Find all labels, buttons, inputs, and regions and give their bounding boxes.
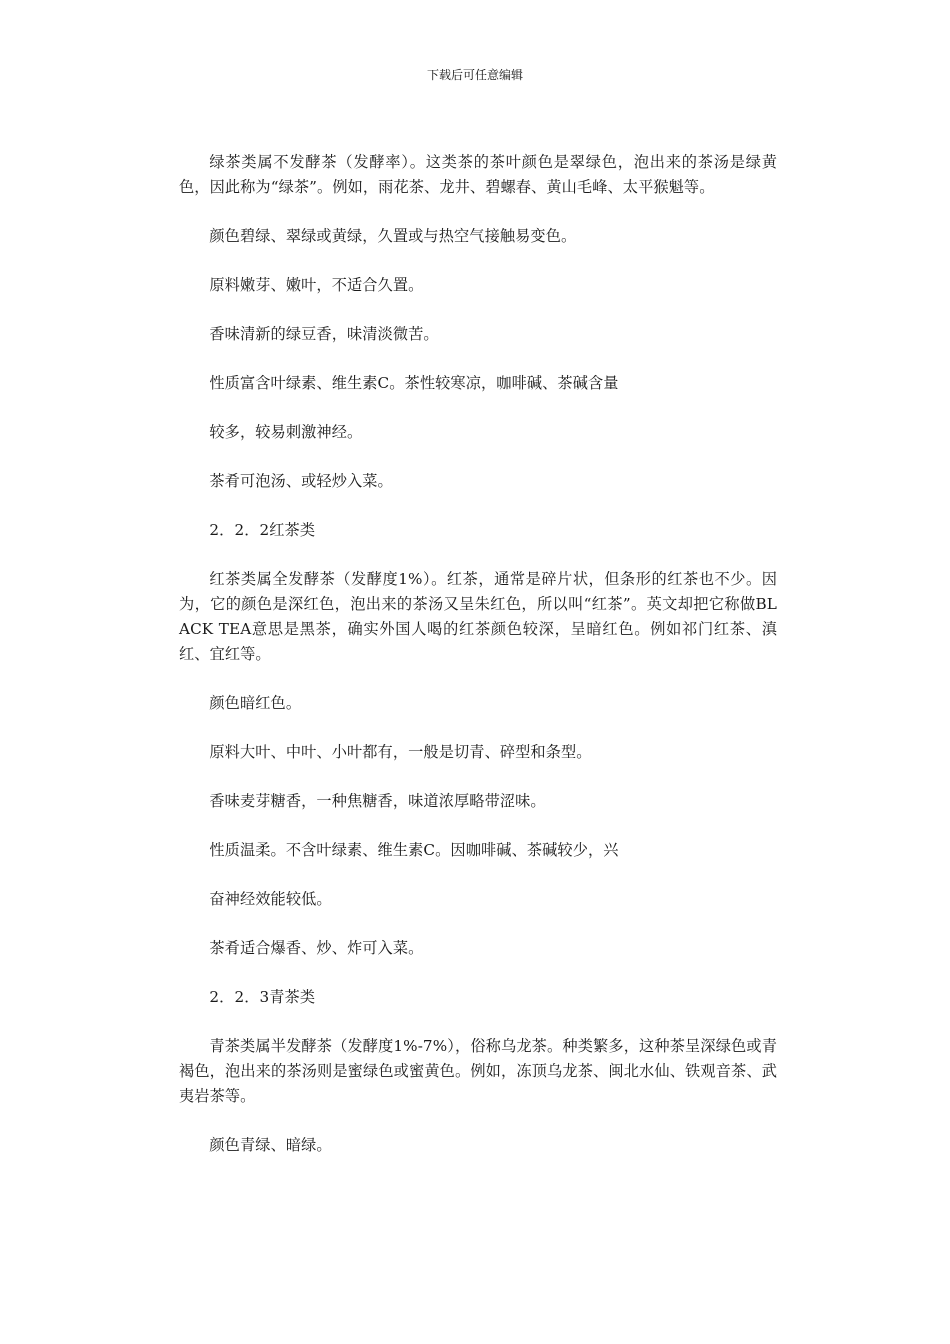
paragraph-green-tea-material: 原料嫩芽、嫩叶，不适合久置。 [209, 276, 424, 294]
section-heading-black-tea: 2．2．2红茶类 [209, 521, 316, 539]
paragraph-green-tea-intro: 绿茶类属不发酵茶（发酵率）。这类茶的茶叶颜色是翠绿色，泡出来的茶汤是绿黄色，因此称为“绿茶”。例如，雨花茶、龙井、碧螺春、黄山毛峰、太平猴魁等。 [179, 153, 777, 196]
paragraph-black-tea-material: 原料大叶、中叶、小叶都有，一般是切青、碎型和条型。 [209, 743, 592, 761]
paragraph-black-tea-color: 颜色暗红色。 [209, 694, 302, 712]
paragraph-oolong-tea-color: 颜色青绿、暗绿。 [209, 1136, 332, 1154]
paragraph-black-tea-intro: 红茶类属全发酵茶（发酵度1%）。红茶，通常是碎片状，但条形的红茶也不少。因为，它的颜色是深红色，泡出来的茶汤又呈朱红色，所以叫“红茶”。英文却把它称做BLACK TEA意思是黑茶，确实外国人喝的红茶颜色较深，呈暗红色。例如祁门红茶、滇红、宜红等。 [179, 570, 777, 663]
document-body [179, 150, 777, 1182]
paragraph-green-tea-dishes: 茶肴可泡汤、或轻炒入菜。 [209, 472, 393, 490]
paragraph-green-tea-property-cont: 较多，较易刺激神经。 [209, 423, 363, 441]
paragraph-green-tea-aroma: 香味清新的绿豆香，味清淡微苦。 [209, 325, 439, 343]
section-heading-oolong-tea: 2．2．3青茶类 [209, 988, 316, 1006]
paragraph-green-tea-color: 颜色碧绿、翠绿或黄绿，久置或与热空气接触易变色。 [209, 227, 577, 245]
paragraph-green-tea-property: 性质富含叶绿素、维生素C。茶性较寒凉，咖啡碱、茶碱含量 [209, 374, 619, 392]
paragraph-black-tea-property-cont: 奋神经效能较低。 [209, 890, 332, 908]
paragraph-black-tea-aroma: 香味麦芽糖香，一种焦糖香，味道浓厚略带涩味。 [209, 792, 546, 810]
page-header: 下载后可任意编辑 [426, 68, 523, 82]
paragraph-oolong-tea-intro: 青茶类属半发酵茶（发酵度1%-7%），俗称乌龙茶。种类繁多，这种茶呈深绿色或青褐色，泡出来的茶汤则是蜜绿色或蜜黄色。例如，冻顶乌龙茶、闽北水仙、铁观音茶、武夷岩茶等。 [179, 1037, 777, 1105]
paragraph-black-tea-property: 性质温柔。不含叶绿素、维生素C。因咖啡碱、茶碱较少，兴 [209, 841, 619, 859]
paragraph-black-tea-dishes: 茶肴适合爆香、炒、炸可入菜。 [209, 939, 424, 957]
